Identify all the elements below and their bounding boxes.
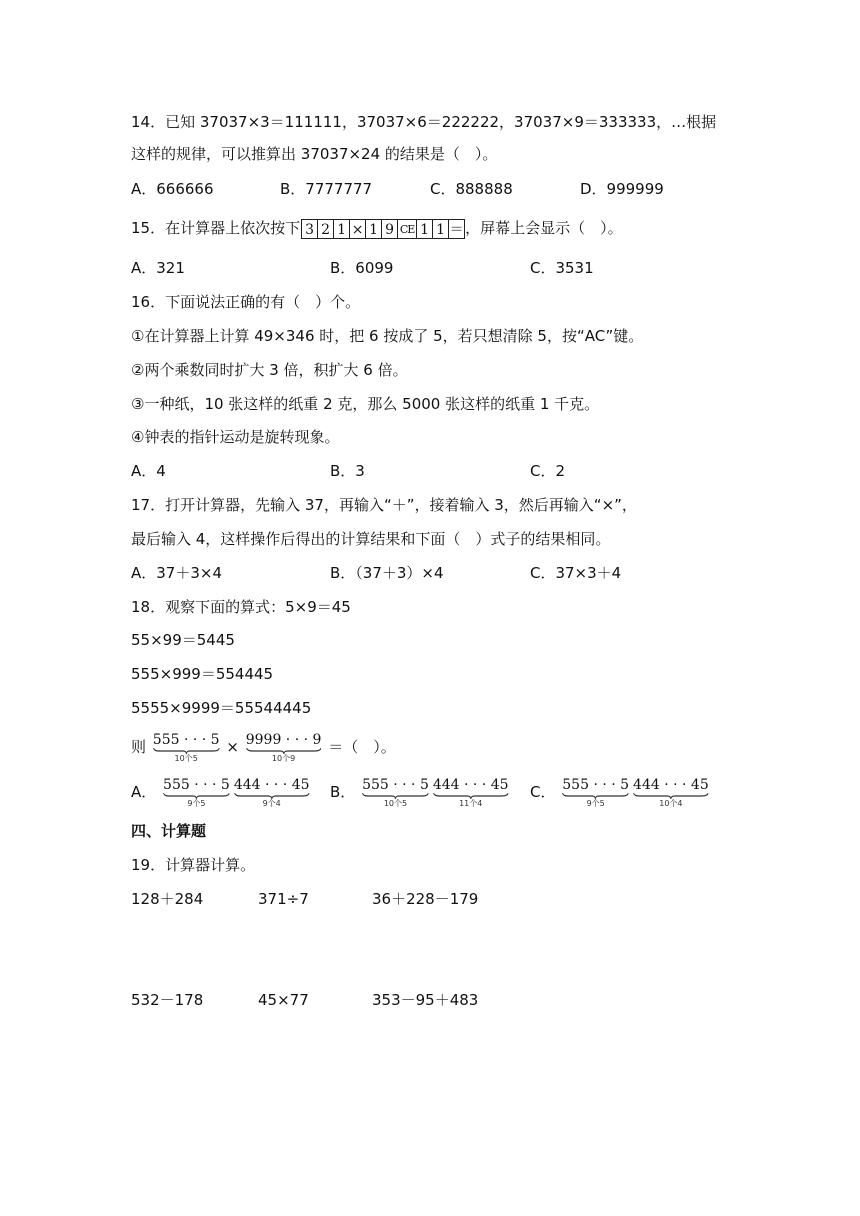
q14-line2: 这样的规律，可以推算出 37037×24 的结果是（ ）。 [131,145,498,163]
q18-option-c [530,775,711,809]
underbrace-value: 444 · · · 45 [432,776,509,793]
underbrace-value: 444 · · · 45 [633,776,709,793]
q14-line1: 14．已知 37037×3＝111111，37037×6＝222222，37037×9＝333333，…根据 [131,113,717,131]
underbrace-left [153,732,220,764]
q19-expression: 371÷7 [258,890,309,908]
q16-option-c: C．2 [530,462,566,480]
underbrace-icon [562,793,629,799]
underbrace-icon [234,793,310,799]
underbrace-value: 555 · · · 5 [362,776,429,793]
q15-suffix: ，屏幕上会显示（ ）。 [465,219,623,237]
underbrace-value: 444 · · · 45 [233,776,310,793]
option-label: B． [330,783,356,801]
option-label: A． [131,783,157,801]
underbrace-value: 555 · · · 5 [152,731,220,748]
q17-line1: 17．打开计算器，先输入 37，再输入“＋”，接着输入 3，然后再输入“×”， [131,496,637,514]
q14-option-c: C．888888 [430,180,513,198]
underbrace [562,777,629,809]
q16-option-b: B．3 [330,462,365,480]
q15-prefix: 15．在计算器上依次按下 [131,219,301,237]
q17-option-c: C．37×3＋4 [530,564,622,582]
q14-option-b: B．7777777 [280,180,373,198]
underbrace [163,777,230,809]
underbrace-count: 9个4 [262,798,281,808]
q16-statement-3: ③一种纸，10 张这样的纸重 2 克，那么 5000 张这样的纸重 1 千克。 [131,395,600,413]
underbrace-count: 10个9 [271,753,296,763]
option-label: C． [530,783,556,801]
underbrace-count: 9个5 [187,798,206,808]
underbrace-count: 11个4 [459,798,483,808]
underbrace [362,777,429,809]
q16-statement-1: ①在计算器上计算 49×346 时，把 6 按成了 5，若只想清除 5，按“AC”键。 [131,327,644,345]
q16-stem: 16．下面说法正确的有（ ）个。 [131,293,361,311]
underbrace-value: 9999 · · · 9 [245,731,322,748]
underbrace-value: 555 · · · 5 [562,776,630,793]
q19-expression: 353－95＋483 [372,991,479,1009]
q17-option-a: A．37＋3×4 [131,564,223,582]
q19-expression: 36＋228－179 [372,890,479,908]
q15-option-a: A．321 [131,259,185,277]
q18-times: × [226,738,239,756]
underbrace-count: 9个5 [586,798,605,808]
q19-expression: 532－178 [131,991,204,1009]
q15-option-c: C．3531 [530,259,594,277]
underbrace-count: 10个5 [383,798,408,808]
q19-expression: 128＋284 [131,890,204,908]
q19-expression: 45×77 [258,991,309,1009]
underbrace-icon [246,748,322,754]
key-9: 9 [381,219,398,239]
q18-then-suffix: ＝（ ）。 [328,738,396,756]
key-equals: ＝ [448,219,465,239]
key-ce: CE [397,219,417,239]
q18-then-expression [131,730,396,764]
key-1: 1 [432,219,449,239]
underbrace-count: 10个4 [659,798,683,808]
key-1: 1 [333,219,350,239]
key-1: 1 [416,219,433,239]
underbrace [433,777,509,809]
underbrace [633,777,709,809]
q18-option-a [131,775,312,809]
q16-option-a: A．4 [131,462,166,480]
q19-stem: 19．计算器计算。 [131,856,256,874]
section-heading: 四、计算题 [131,822,207,840]
calculator-key-sequence [301,219,464,239]
q15-stem [131,218,623,239]
q18-then-prefix: 则 [131,738,147,756]
key-1: 1 [365,219,382,239]
underbrace [234,777,310,809]
underbrace-icon [433,793,509,799]
q18-line-2: 555×999＝554445 [131,665,274,683]
underbrace-value: 555 · · · 5 [163,776,230,793]
underbrace-icon [163,793,230,799]
underbrace-icon [153,748,220,754]
q18-stem: 18．观察下面的算式：5×9＝45 [131,598,351,616]
underbrace-count: 10个5 [174,753,198,763]
q18-line-3: 5555×9999＝55544445 [131,699,312,717]
q14-option-a: A．666666 [131,180,214,198]
underbrace-icon [362,793,429,799]
q15-option-b: B．6099 [330,259,394,277]
key-2: 2 [317,219,334,239]
q14-option-d: D．999999 [580,180,664,198]
key-multiply: × [349,219,366,239]
q18-line-1: 55×99＝5445 [131,631,235,649]
q17-line2: 最后输入 4，这样操作后得出的计算结果和下面（ ）式子的结果相同。 [131,530,611,548]
q16-statement-2: ②两个乘数同时扩大 3 倍，积扩大 6 倍。 [131,361,408,379]
q16-statement-4: ④钟表的指针运动是旋转现象。 [131,428,340,446]
q17-option-b: B．（37＋3）×4 [330,564,444,582]
key-3: 3 [301,219,318,239]
underbrace-right [246,732,322,764]
q18-option-b [330,775,511,809]
underbrace-icon [633,793,709,799]
